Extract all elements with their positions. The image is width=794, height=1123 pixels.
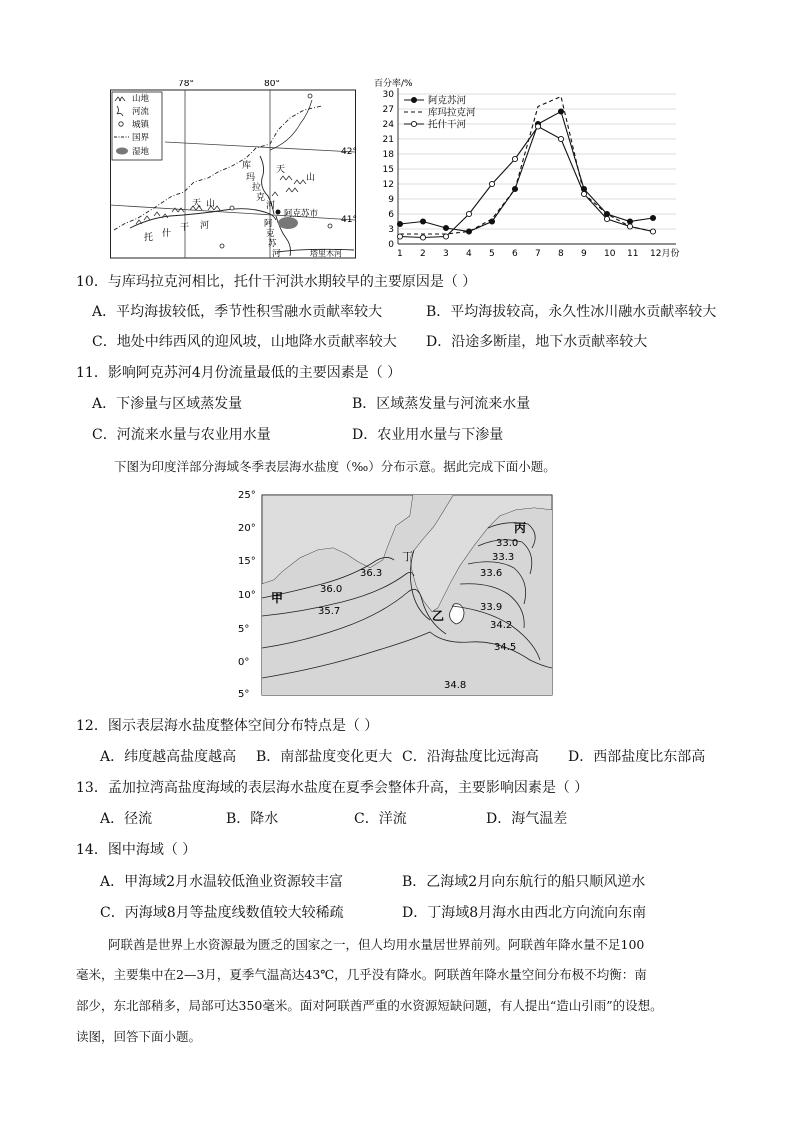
y-axis-label: 百分率/% [374,79,413,89]
label-ke-2: 克 [266,229,275,239]
x-tick-label: 7 [535,249,541,259]
legend-label: 库玛拉克河 [428,107,476,119]
series-point [512,156,517,161]
y-tick-label: 12 [382,180,394,190]
legend-wetland: 湿地 [132,147,150,157]
legend-river: 河流 [132,107,150,117]
label-tian-1: 天 [192,199,202,209]
q10-option-a[interactable]: A．平均海拔较低，季节性积雪融水贡献率较大 [92,304,383,320]
uae-intro-line2: 毫米，主要集中在2—3月，夏季气温高达43℃，几乎没有降水。阿联酋年降水量空间分布极不均衡：南 [76,967,647,982]
x-tick-label: 5 [489,249,495,259]
q12-option-b[interactable]: B．南部盐度变化更大 [256,749,393,765]
x-tick-label: 2 [420,249,426,259]
y-tick-label: 3 [388,225,394,235]
uae-intro-line4: 读图，回答下面小题。 [76,1029,202,1044]
lat-label-42: 42° [341,147,357,157]
series-point [397,234,402,239]
q11-option-c[interactable]: C．河流来水量与农业用水量 [92,427,271,443]
x-tick-label: 10 [604,249,616,259]
uae-intro-line1: 阿联酋是世界上水资源最为匮乏的国家之一，但人均用水量居世界前列。阿联酋年降水量不足100 [108,937,645,952]
legend-marker [411,97,416,102]
isohaline-33-3: 33.3 [492,552,515,563]
salinity-intro: 下图为印度洋部分海域冬季表层海水盐度（‰）分布示意。据此完成下面小题。 [114,459,556,474]
isohaline-35-7: 35.7 [318,606,341,617]
q11-option-d[interactable]: D．农业用水量与下渗量 [352,427,504,443]
town-marker [328,224,332,228]
label-shan-1: 山 [206,199,216,209]
y-tick-label: 21 [382,135,394,145]
y-tick-label: 9 [388,195,394,205]
q14-stem: 14．图中海域（ ） [76,842,197,858]
x-tick-label: 9 [581,249,587,259]
isohaline-34-2: 34.2 [490,620,513,631]
q10-option-c[interactable]: C．地处中纬西风的迎风坡，山地降水贡献率较大 [92,334,397,350]
lat-15: 15° [238,556,256,567]
series-point [466,211,471,216]
lat-label-41: 41° [341,215,357,225]
region-bing: 丙 [514,521,527,535]
q12-option-c[interactable]: C．沿海盐度比远海高 [402,749,539,765]
series-line [400,127,653,238]
y-tick-label: 27 [382,105,394,115]
label-tian-2: 天 [276,165,286,175]
q11-option-b[interactable]: B．区域蒸发量与河流来水量 [352,396,531,412]
aksu-river-map [110,80,360,262]
isohaline-34-8: 34.8 [444,680,467,691]
label-he-1: 河 [266,201,276,211]
label-shi: 什 [162,229,172,239]
q10-stem: 10．与库玛拉克河相比，托什干河洪水期较早的主要原因是（ ） [76,274,477,290]
lat-0: 0° [238,657,250,668]
label-gan: 干 [180,223,190,233]
q14-option-b[interactable]: B．乙海域2月向东航行的船只顺风逆水 [402,874,646,890]
x-tick-label: 11 [627,249,639,259]
series-point [581,191,586,196]
town-marker [230,206,234,210]
q10-option-b[interactable]: B．平均海拔较高，永久性冰川融水贡献率较大 [426,304,717,320]
label-aksu-city: 阿克苏市 [284,209,319,219]
series-point [420,235,425,240]
series-point [397,221,402,226]
series-point [489,181,494,186]
lat-5n: 5° [238,624,250,635]
lat-25: 25° [238,490,256,501]
y-tick-label: 15 [382,165,394,175]
label-shan-2: 山 [306,173,316,183]
legend-border: 国界 [132,133,150,143]
isohaline-33-6: 33.6 [480,568,503,579]
series-point [420,219,425,224]
isohaline-36-0: 36.0 [320,584,343,595]
x-tick-label: 6 [512,249,518,259]
q13-option-a[interactable]: A．径流 [100,811,153,827]
legend-wetland-icon [116,148,128,155]
q13-option-d[interactable]: D．海气温差 [486,811,568,827]
label-ke: 克 [256,193,266,203]
label-ma: 玛 [246,173,256,183]
lon-label-78: 78° [178,80,194,89]
lat-5s: 5° [238,689,250,698]
y-tick-label: 0 [388,240,394,250]
label-la: 拉 [252,183,262,193]
series-point [443,225,448,230]
monthly-flow-chart [370,78,690,260]
x-tick-label: 8 [558,249,564,259]
x-tick-label: 12月份 [650,249,680,259]
lon-label-80: 80° [264,80,280,89]
legend-town: 城镇 [132,120,150,130]
q13-stem: 13．孟加拉湾高盐度海域的表层海水盐度在夏季会整体升高，主要影响因素是（ ） [76,780,589,796]
series-point [558,136,563,141]
y-tick-label: 6 [388,210,394,220]
legend-label: 阿克苏河 [428,95,467,107]
q11-option-a[interactable]: A．下渗量与区域蒸发量 [92,396,243,412]
salinity-map [238,488,558,698]
label-he-3: 河 [272,249,281,259]
town-marker [220,244,224,248]
q14-option-c[interactable]: C．丙海域8月等盐度线数值较大较稀疏 [100,905,344,921]
legend-town-icon [119,122,123,126]
lat-10: 10° [238,590,256,601]
q11-stem: 11．影响阿克苏河4月份流量最低的主要因素是（ ） [76,365,402,381]
y-tick-label: 18 [382,150,394,160]
region-jia: 甲 [271,591,284,605]
series-point [466,229,471,234]
uae-intro-line3: 部少，东北部稍多，局部可达350毫米。面对阿联酋严重的水资源短缺问题，有人提出“造山引雨”的设想。 [76,998,663,1013]
region-yi: 乙 [432,609,445,623]
legend-label: 托什干河 [428,119,467,131]
lat-20: 20° [238,523,256,534]
y-tick-label: 24 [382,120,394,130]
series-point [604,216,609,221]
label-a: 阿 [264,219,273,229]
series-point [627,219,632,224]
town-marker [308,94,312,98]
q13-option-b[interactable]: B．降水 [226,811,279,827]
region-ding: 丁 [402,550,413,563]
series-point [650,215,655,220]
q13-option-c[interactable]: C．洋流 [354,811,407,827]
isohaline-36-3: 36.3 [360,568,383,579]
isohaline-33-9: 33.9 [480,602,503,613]
q12-option-d[interactable]: D．西部盐度比东部高 [568,749,706,765]
y-tick-label: 30 [382,90,394,100]
x-tick-label: 4 [466,249,472,259]
label-tarim-river: 塔里木河 [310,249,342,258]
x-tick-label: 3 [443,249,449,259]
label-su: 苏 [268,239,277,249]
series-point [558,109,563,114]
aksu-city-marker [276,210,281,215]
isohaline-34-5: 34.5 [494,642,517,653]
q12-option-a[interactable]: A．纬度越高盐度越高 [100,749,237,765]
q10-option-d[interactable]: D．沿途多断崖，地下水贡献率较大 [426,334,648,350]
series-point [627,224,632,229]
x-tick-label: 1 [397,249,403,259]
series-point [650,229,655,234]
label-he-2: 河 [200,221,210,231]
label-ku: 库 [242,161,252,171]
series-point [535,124,540,129]
label-tuo: 托 [144,233,154,243]
isohaline-33-0: 33.0 [496,538,519,549]
q14-option-a[interactable]: A．甲海域2月水温较低渔业资源较丰富 [100,874,344,890]
series-point [443,234,448,239]
legend-marker [411,121,416,126]
q14-option-d[interactable]: D．丁海域8月海水由西北方向流向东南 [402,905,647,921]
legend-mountain: 山地 [132,94,150,104]
q12-stem: 12．图示表层海水盐度整体空间分布特点是（ ） [76,718,379,734]
